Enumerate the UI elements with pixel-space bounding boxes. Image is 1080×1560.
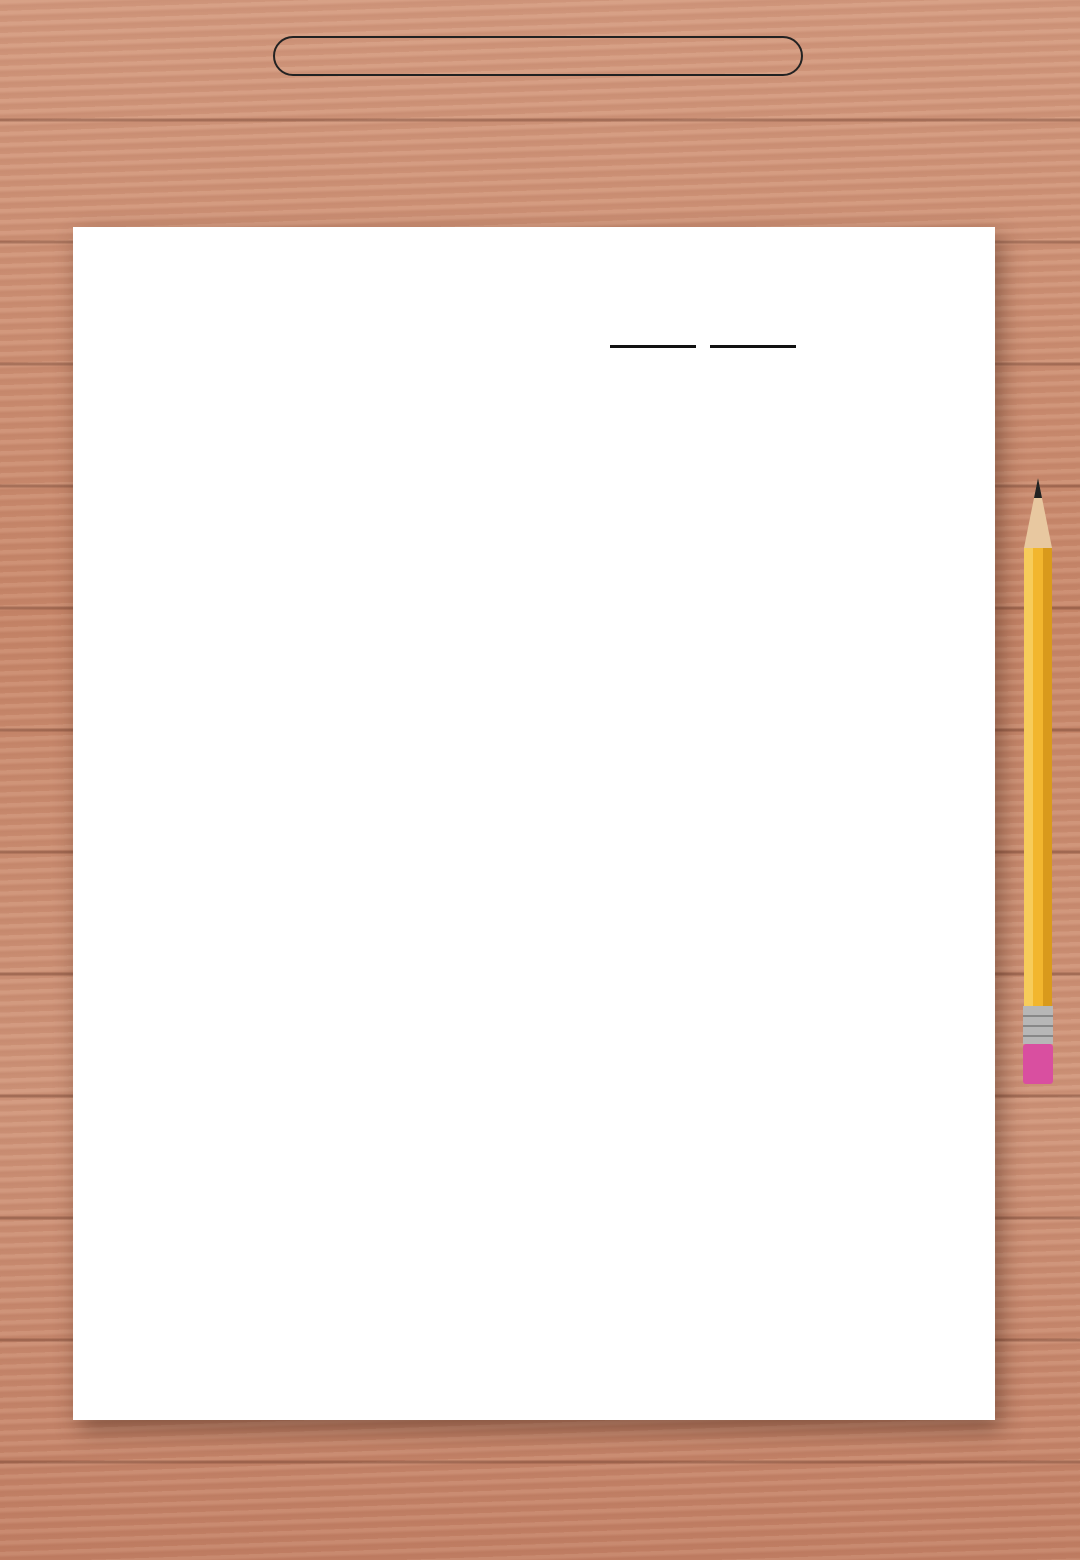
- banner-pill: [273, 36, 803, 76]
- printable-sheet: [73, 227, 995, 1420]
- pencil-icon: [1018, 478, 1058, 1088]
- bill-table-grid: [73, 227, 995, 1420]
